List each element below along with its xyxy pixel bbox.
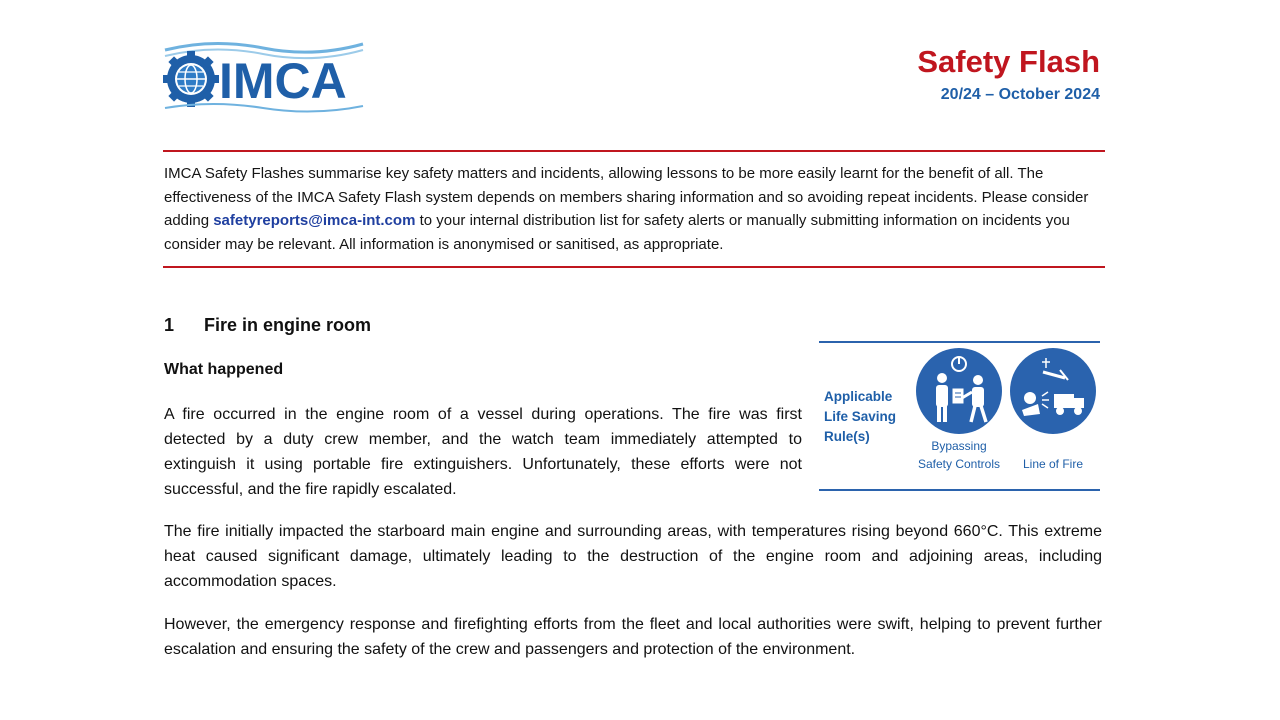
rule-caption-line-of-fire: Line of Fire: [1022, 457, 1084, 471]
paragraph-3: However, the emergency response and firefighting efforts from the fleet and local authorities were swift, helping to prevent further escalation and ensuring the safety of the crew and passengers and protection of the environment.: [164, 616, 1102, 658]
life-saving-rules-box: [819, 341, 1100, 491]
bypassing-safety-controls-icon: [916, 348, 1002, 434]
sub-heading: What happened: [164, 361, 284, 378]
section-title: Fire in engine room: [204, 315, 372, 335]
imca-logo: [163, 38, 368, 118]
life-saving-rules-label: Applicable Life Saving Rule(s): [824, 389, 897, 444]
svg-text:IMCA: IMCA: [219, 53, 347, 109]
intro-paragraph: [164, 162, 1104, 256]
divider-bottom: [163, 266, 1105, 268]
divider-top: [163, 150, 1105, 152]
section-number: 1: [164, 315, 175, 335]
globe-gear-icon: [163, 51, 219, 107]
line-of-fire-icon: [1010, 348, 1096, 434]
intro-text-2: to your internal distribution list for safety alerts or manually submitting information on incidents you consider may be relevant. All information is anonymised or sanitised, as appropriate.: [164, 212, 1070, 253]
rule-caption-bypassing-safety-controls: Bypassing Safety Controls: [917, 439, 1001, 471]
email-link[interactable]: safetyreports@imca-int.com: [213, 212, 416, 229]
issue-date: 20/24 – October 2024: [940, 86, 1100, 103]
intro-text-1: IMCA Safety Flashes summarise key safety matters and incidents, allowing lessons to be more easily learnt for the benefit of all. The effectiveness of the IMCA Safety Flash system depends on members sharing information and so avoiding repeat incidents. Please consider adding: [164, 165, 1089, 229]
section-heading: [164, 315, 371, 336]
paragraph-2: The fire initially impacted the starboard main engine and surrounding areas, with temperatures rising beyond 660°C. This extreme heat caused significant damage, ultimately leading to the destruction of the engine room and adjoining areas, including accommodation spaces.: [164, 523, 1102, 590]
document-title: Safety Flash: [917, 44, 1100, 79]
header-right: [917, 44, 1100, 104]
paragraph-1: A fire occurred in the engine room of a vessel during operations. The fire was first detected by a duty crew member, and the watch team immediately attempted to extinguish it using portable fire extinguishers. Unfortunately, these efforts were not successful, and the fire rapidly escalated.: [164, 406, 802, 498]
